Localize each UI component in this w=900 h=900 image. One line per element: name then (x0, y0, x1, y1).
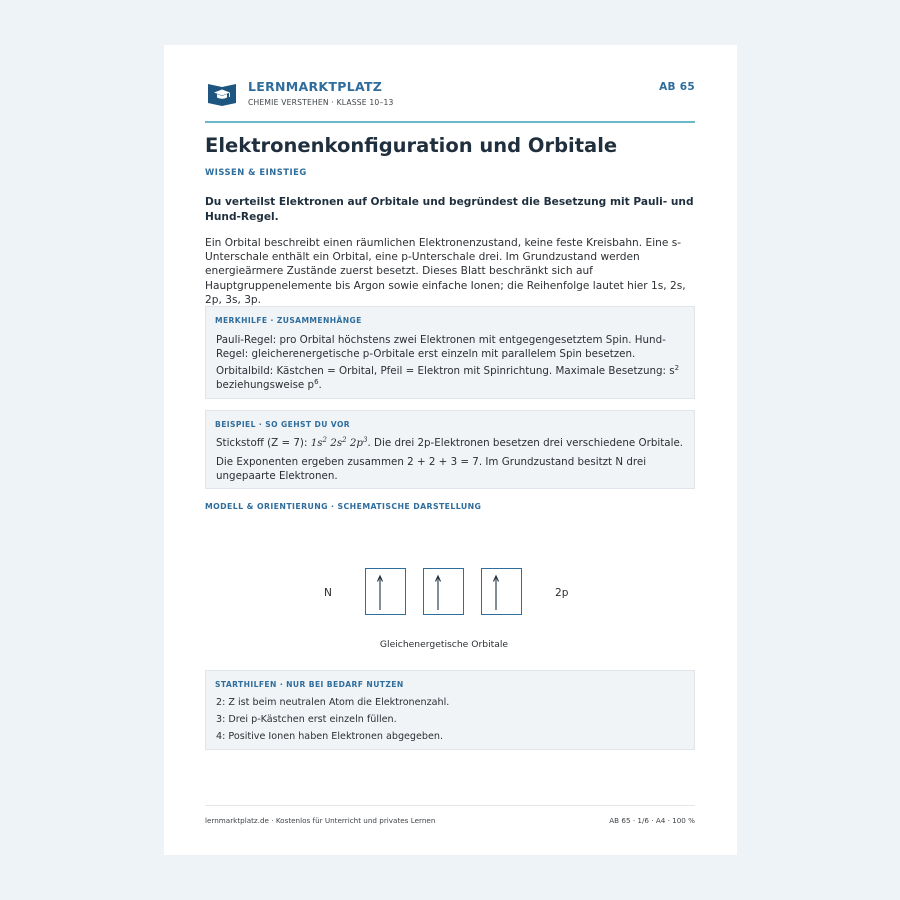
hint-item: 2: Z ist beim neutralen Atom die Elektronenzahl. (216, 697, 450, 708)
merkhilfe-text-2: Orbitalbild: Kästchen = Orbital, Pfeil = Elektron mit Spinrichtung. Maximale Besetzung: $s^2$ beziehungsweise $p^6$. (216, 364, 680, 391)
orbital-box (423, 568, 464, 615)
starthilfen-box (205, 670, 695, 750)
electron-configuration: $1s^2$ $2s^2$ $2p^3$ (310, 436, 368, 449)
worksheet-page (164, 45, 737, 855)
section-kicker: WISSEN & EINSTIEG (205, 167, 307, 177)
header-divider (205, 121, 695, 123)
merkhilfe-box (205, 306, 695, 399)
spin-up-arrow-icon (366, 569, 407, 616)
footer-site[interactable]: lernmarktplatz.de · Kostenlos für Unterricht und privates Lernen (205, 816, 436, 825)
intro-paragraph: Ein Orbital beschreibt einen räumlichen Elektronenzustand, keine feste Kreisbahn. Eine s-Unterschale enthält ein Orbital, eine p-Unterschale drei. Im Grundzustand werden energieärmere Zustände zuerst besetzt. Dieses Blatt beschränkt sich auf Hauptgruppenelemente bis Argon sowie einfache Ionen; die Reihenfolge lautet hier 1s, 2s, 2p, 3s, 3p. (205, 237, 686, 306)
model-section-label: MODELL & ORIENTIERUNG · SCHEMATISCHE DARSTELLUNG (205, 502, 482, 511)
orbital-diagram (205, 555, 695, 665)
beispiel-label: BEISPIEL · SO GEHST DU VOR (215, 420, 351, 429)
footer-page-info: AB 65 · 1/6 · A4 · 100 % (609, 816, 695, 825)
diagram-caption: Gleichenergetische Orbitale (379, 639, 509, 650)
hint-item: 3: Drei p-Kästchen erst einzeln füllen. (216, 714, 397, 725)
beispiel-box (205, 410, 695, 489)
hint-item: 4: Positive Ionen haben Elektronen abgegeben. (216, 731, 444, 742)
learning-goal: Du verteilst Elektronen auf Orbitale und begründest die Besetzung mit Pauli- und Hund-Regel. (205, 196, 694, 223)
orbital-box (481, 568, 522, 615)
merkhilfe-text-1: Pauli-Regel: pro Orbital höchstens zwei Elektronen mit entgegengesetztem Spin. Hund-Regel: gleicherenergetische p-Orbitale erst einzeln mit parallelem Spin besetzen. (216, 334, 666, 360)
orbital-box (365, 568, 406, 615)
brand-subtitle: CHEMIE VERSTEHEN · KLASSE 10–13 (248, 98, 394, 107)
starthilfen-label: STARTHILFEN · NUR BEI BEDARF NUTZEN (215, 680, 404, 689)
spin-up-arrow-icon (482, 569, 523, 616)
footer-divider (205, 805, 695, 806)
subshell-label: 2p (555, 587, 569, 599)
beispiel-text-1: Stickstoff (Z = 7): $1s^2$ $2s^2$ $2p^3$. Die drei 2p-Elektronen besetzen drei verschiedene Orbitale. (216, 436, 684, 449)
merkhilfe-label: MERKHILFE · ZUSAMMENHÄNGE (215, 316, 362, 325)
beispiel-text-2: Die Exponenten ergeben zusammen 2 + 2 + 3 = 7. Im Grundzustand besitzt N drei ungepaarte Elektronen. (216, 456, 647, 482)
brand-name[interactable]: LERNMARKTPLATZ (248, 79, 383, 94)
element-symbol: N (324, 587, 332, 599)
spin-up-arrow-icon (424, 569, 465, 616)
sheet-id: AB 65 (659, 81, 695, 93)
book-graduation-cap-icon (207, 82, 237, 106)
header (205, 79, 695, 111)
page-title: Elektronenkonfiguration und Orbitale (205, 134, 618, 157)
